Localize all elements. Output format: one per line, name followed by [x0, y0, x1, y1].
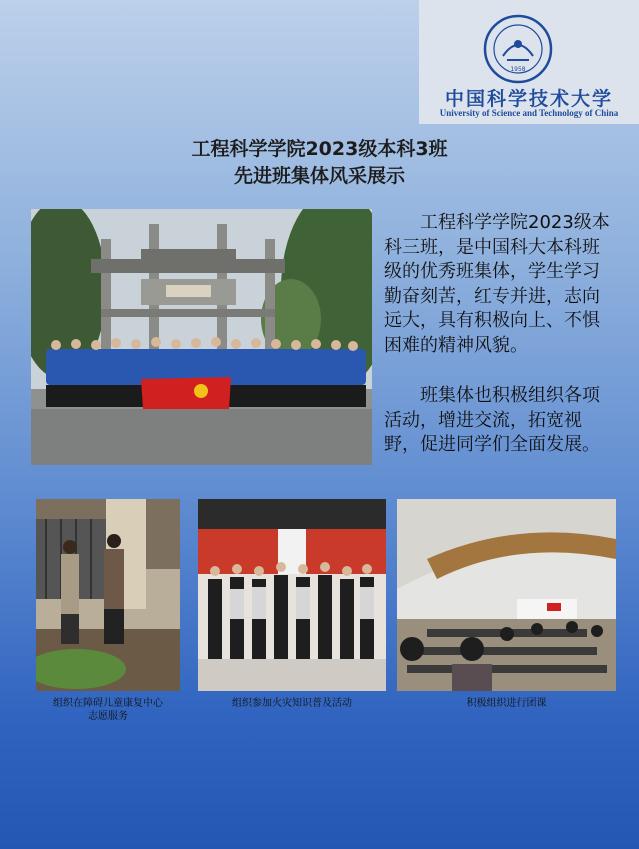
league-class-caption-line1: 积极组织进行团课 [466, 698, 547, 709]
ustc-seal-icon [483, 14, 553, 84]
volunteer-photo [36, 499, 180, 691]
volunteer-caption [36, 697, 180, 723]
activities-paragraph: 班集体也积极组织各项活动，增进交流，拓宽视野，促进同学们全面发展。 [384, 385, 600, 455]
logo-chinese-name: 中国科学技术大学 [444, 88, 613, 110]
league-class-caption [397, 697, 616, 710]
poster-subtitle: 先进班集体风采展示 [233, 165, 405, 187]
ustc-logo [419, 0, 639, 124]
poster-title: 工程科学学院2023级本科3班 [191, 138, 448, 160]
fire-safety-caption-line1: 组织参加火灾知识普及活动 [232, 698, 352, 709]
class-group-photo [31, 209, 372, 465]
fire-safety-caption [198, 697, 386, 710]
logo-english-name: University of Science and Technology of China [439, 108, 619, 118]
intro-paragraph: 工程科学学院2023级本科三班，是中国科大本科班级的优秀班集体，学生学习勤奋刻苦，红专并进，志向远大，具有积极向上、不惧困难的精神风貌。 [384, 212, 610, 356]
league-class-photo [397, 499, 616, 691]
fire-safety-photo [198, 499, 386, 691]
volunteer-caption-line1: 组织在障碍儿童康复中心 [53, 698, 163, 709]
seal-year: 1958 [510, 66, 526, 73]
volunteer-caption-line2: 志愿服务 [88, 711, 128, 722]
